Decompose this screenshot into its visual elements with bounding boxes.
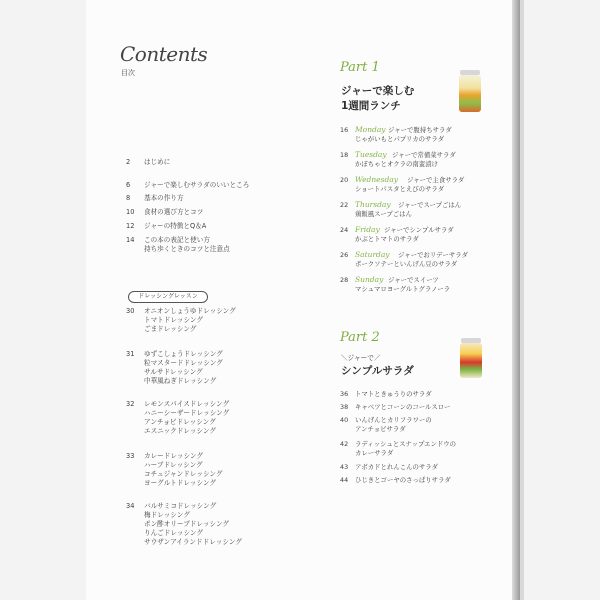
book-spine [512,0,520,600]
day-label: Friday [355,225,380,234]
part1-heading-line2: 1週間ランチ [341,100,401,112]
jar-salad-image [457,70,483,112]
day-label: Monday [355,125,386,134]
day-label: Wednesday [355,175,398,184]
part2-subheading: ＼ジャーで／ [341,354,381,362]
contents-subtitle: 目次 [121,69,135,77]
book-spine-edge [520,0,524,600]
part2-label: Part 2 [340,330,380,345]
book-scan: Contents 目次 2 はじめに 6 ジャーで楽しむサラダのいいところ 8 基本の作り方 10 食材の選び方とコツ 12 ジャーの特徴とQ＆A 14 この本の表記と使い方 持ち歩くときのコツと注意点 ドレッシングレッスン 30 オニオンしょうゆドレッシング トマトドレッシング ごまドレッシング 31 ゆずこしょうドレッシング 粒マスタードドレッシング サルサドレッシング 中華風ねぎドレッシング 32 レモンスパイスドレッシング ハニーシーザードレッシング アンチョビドレッシング エスニックドレッシング 33 カレードレッシング ハーブドレッシング コチュジャンドレッシング ヨーグルトドレッシング 34 バルサミコドレッシング 梅ドレッシング ポン酢オリーブドレッシング りんごドレッシング サウザンアイランドドレッシング Part 1 ジャーで楽しむ 1週間ランチ 16 Monday ジャーで腹持ちサラダ じゃがいもとパプリカのサラダ 18 Tuesday ジャーで常備菜サラダ かぼちゃとオクラの南蛮漬け 20 Wednesday ジャーで主食サラダ ショートパスタとえびのサラダ 22 Thursday ジャーでスープごはん 鶏飯風スープごはん 24 Friday ジャーでシンプルサラダ かぶとトマトのサラダ 26 Saturday ジャーでおリデーサラダ ポークソテーといんげん豆のサラダ 28 Sunday ジャーでスイーツ マシュマロヨーグルトグラノーラ Part 2 ＼ジャーで／ シンプルサラダ 36 トマトときゅうりのサラダ 38 キャベツとコーンのコールスロー 40 いんげんとカリフラワーの アンチョビサラダ 42 ラディッシュとスナップエンドウの カレーサラダ 43 アボカドとれんこんのサラダ 44 ひじきとゴーヤのさっぱりサラダ [0,0,600,600]
contents-title: Contents [120,42,208,66]
part1-label: Part 1 [340,60,380,75]
day-label: Sunday [355,275,384,284]
day-label: Thursday [355,200,391,209]
dressing-lesson-label: ドレッシングレッスン [128,291,208,303]
day-label: Saturday [355,250,390,259]
jar-salad-image [458,338,484,378]
part2-heading: シンプルサラダ [341,365,414,377]
part1-heading-line1: ジャーで楽しむ [341,85,415,97]
day-label: Tuesday [355,150,387,159]
